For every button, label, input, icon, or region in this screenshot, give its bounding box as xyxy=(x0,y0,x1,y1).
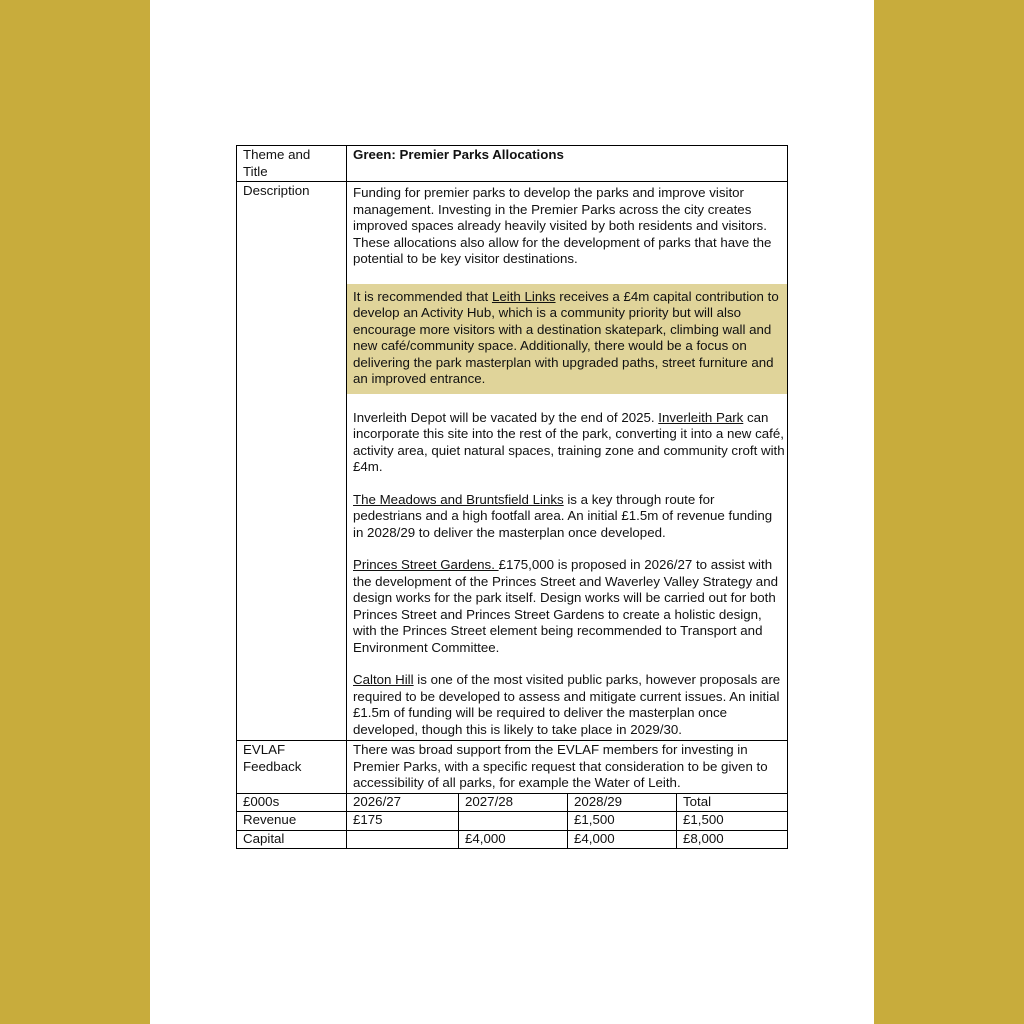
underlined-text-segment: Calton Hill xyxy=(353,672,414,687)
finance-capital-total: £8,000 xyxy=(677,830,788,849)
finance-revenue-label: Revenue xyxy=(237,812,347,831)
description-content xyxy=(347,182,788,741)
report-table xyxy=(236,145,788,794)
evlaf-feedback-row xyxy=(237,741,788,794)
text-segment: can incorporate this site into the rest of the park, converting it into a new café, activity area, quiet natural spaces, training zone and community croft with £4m. xyxy=(353,409,785,474)
underlined-text-segment: Inverleith Park xyxy=(658,409,744,425)
evlaf-feedback-label: EVLAF Feedback xyxy=(237,741,347,794)
finance-capital-2027-28: £4,000 xyxy=(459,830,568,849)
finance-revenue-row xyxy=(237,812,788,831)
finance-table xyxy=(236,793,788,850)
finance-header-row xyxy=(237,793,788,812)
theme-title-label: Theme and Title xyxy=(237,146,347,182)
finance-capital-row xyxy=(237,830,788,849)
finance-capital-2026-27 xyxy=(347,830,459,849)
text-segment: is one of the most visited public parks, however proposals are required to be developed to assess and mitigate current issues. An initial £1.5m of funding will be required to deliver the masterplan once developed, though this is likely to take place in 2029/30. xyxy=(353,672,781,737)
text-segment: £175,000 is proposed in 2026/27 to assist with the development of the Princes Street and Waverley Valley Strategy and design works for the park itself. Design works will be carried out for both Princes Street and Princes Street Gardens to create a holistic design, with the Princes Street element being recommended to Transport and Environment Committee. xyxy=(353,557,778,655)
finance-capital-2028-29: £4,000 xyxy=(568,830,677,849)
underlined-text-segment: Princes Street Gardens. xyxy=(353,557,499,572)
theme-title-value: Green: Premier Parks Allocations xyxy=(347,146,788,182)
description-paragraph xyxy=(347,557,787,656)
description-paragraph xyxy=(347,492,787,542)
evlaf-feedback-text: There was broad support from the EVLAF members for investing in Premier Parks, with a specific request that consideration to be given to accessibility of all parks, for example the Water of Leith. xyxy=(347,741,788,794)
finance-capital-label: Capital xyxy=(237,830,347,849)
description-paragraph xyxy=(347,185,787,268)
underlined-text-segment: Leith Links xyxy=(491,288,556,304)
description-row xyxy=(237,182,788,741)
description-paragraph-highlighted xyxy=(347,284,787,394)
description-paragraph xyxy=(347,410,787,476)
finance-header-total: Total xyxy=(677,793,788,812)
finance-header-units: £000s xyxy=(237,793,347,812)
text-segment: Inverleith Depot will be vacated by the end of 2025. xyxy=(353,409,659,425)
finance-revenue-2026-27: £175 xyxy=(347,812,459,831)
finance-revenue-2027-28 xyxy=(459,812,568,831)
right-margin-band xyxy=(874,0,1024,1024)
text-segment: receives a £4m capital contribution to develop an Activity Hub, which is a community priority but will also encourage more visitors with a destination skatepark, climbing wall and new café/community space. Additionally, there would be a focus on delivering the park masterplan with upgraded paths, street furniture and an improved entrance. xyxy=(353,288,779,386)
text-segment: It is recommended that xyxy=(353,288,492,304)
document-table-container xyxy=(236,145,787,849)
finance-header-2027-28: 2027/28 xyxy=(459,793,568,812)
finance-revenue-2028-29: £1,500 xyxy=(568,812,677,831)
theme-title-row xyxy=(237,146,788,182)
left-margin-band xyxy=(0,0,150,1024)
text-segment: Funding for premier parks to develop the parks and improve visitor management. Investing in the Premier Parks across the city creates improved spaces already heavily visited by both residents and visitors. These allocations also allow for the development of parks that have the potential to be key visitor destinations. xyxy=(353,185,772,266)
text-segment: is a key through route for pedestrians and a high footfall area. An initial £1.5m of revenue funding in 2028/29 to deliver the masterplan once developed. xyxy=(353,491,773,540)
description-label: Description xyxy=(237,182,347,741)
finance-revenue-total: £1,500 xyxy=(677,812,788,831)
finance-header-2026-27: 2026/27 xyxy=(347,793,459,812)
finance-header-2028-29: 2028/29 xyxy=(568,793,677,812)
underlined-text-segment: The Meadows and Bruntsfield Links xyxy=(353,491,564,507)
description-paragraph xyxy=(347,672,787,738)
